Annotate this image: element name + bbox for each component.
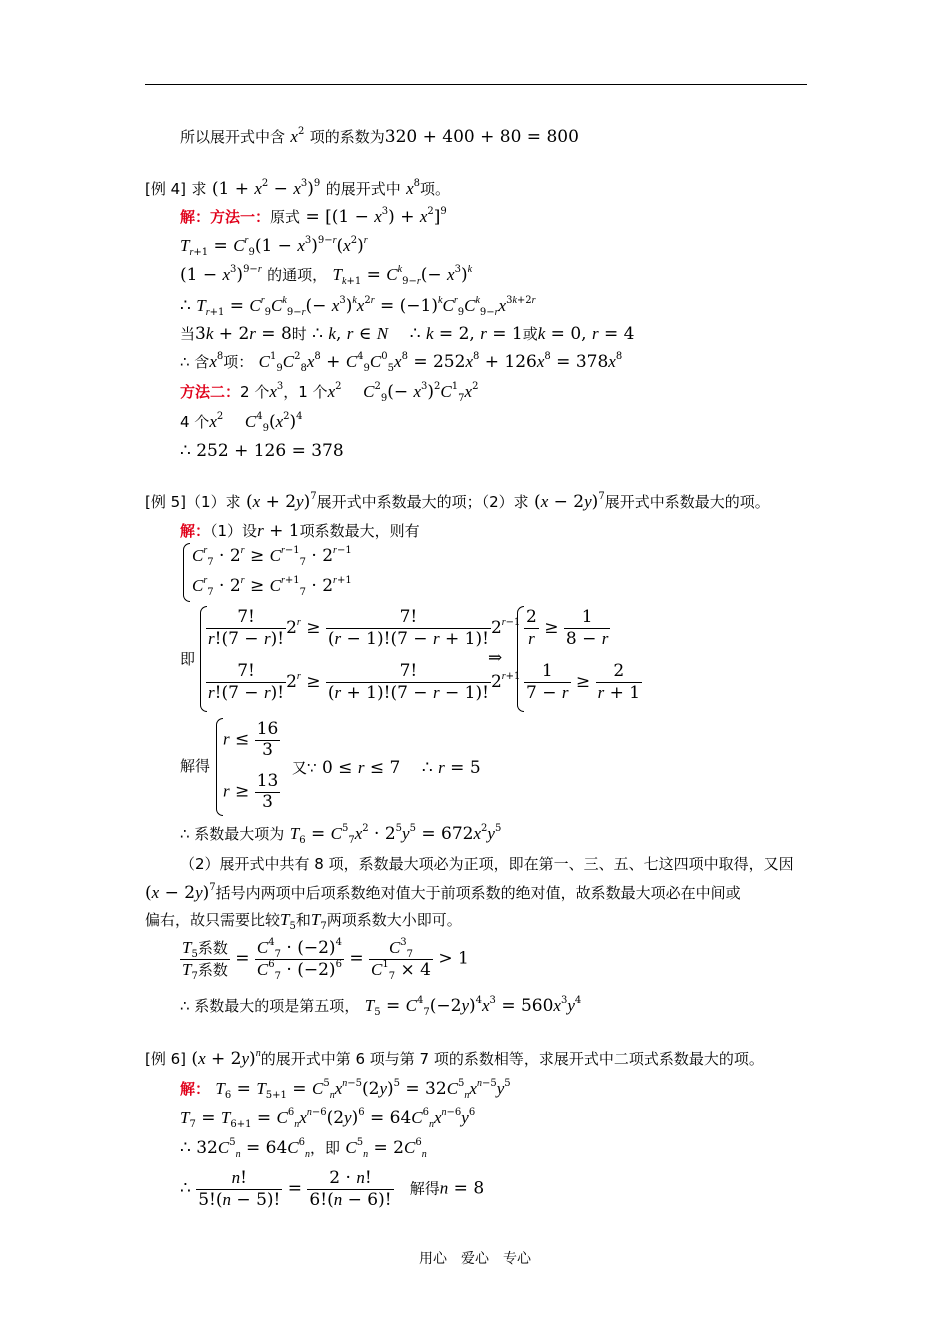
ex4-method1: 解：方法一：原式 = $[(1 - x^3) + x^2]^9$ [180,206,447,227]
solve-brace [216,718,223,816]
result-ineq-2: $\frac{1}{7 - r}$ ≥ $\frac{2}{r + 1}$ [526,661,641,703]
solve-ineq-2: r ≥ $\frac{13}{3}$ [223,771,279,812]
ex5-para2-a: （2）展开式中共有 8 项，系数最大项必为正项，即在第一、三、五、七这四项中取得，又因 [180,855,794,873]
header-rule [145,84,807,85]
ex5-max5: ∴ 系数最大的项是第五项， $T_5 = C^4_7(-2y)^4x^3 = 560x^3y^4$ [180,995,582,1018]
page-footer: 用心 爱心 专心 [419,1251,531,1267]
ex6-t7: $T_7 = T_{6+1} = C^6_nx^{n-6}(2y)^6 = 64C^6_nx^{n-6}y^6$ [180,1107,476,1130]
ex4-x8: ∴ 含$x^8$项： $C^1_9C^2_8x^8 + C^4_9C^0_5x^8 = 252x^8 + 126x^8 = 378x^8$ [180,351,623,374]
ie-ineq-1: $\frac{7!}{r!(7 - r)!}$ $2^r$ ≥ $\frac{7!}{(r - 1)!(7 - r + 1)!}$ $2^{r-1}$ [208,607,521,649]
range-line: 又∵ 0 ≤ r ≤ 7 ∴ r = 5 [292,758,481,778]
ex6-solve: ∴ $\frac{n!}{5!(n - 5)!}$ = $\frac{2 \cdot n!}{6!(n - 6)!}$ 解得n = 8 [180,1168,485,1210]
result-ineq-1: $\frac{2}{r}$ ≥ $\frac{1}{8 - r}$ [526,607,609,649]
solve-ineq-1: r ≤ $\frac{16}{3}$ [223,719,279,760]
ex4-four: 4 个$x^2$ $C^4_9(x^2)^4$ [180,411,303,434]
ie-ineq-2: $\frac{7!}{r!(7 - r)!}$ $2^r$ ≥ $\frac{7!}{(r + 1)!(7 - r - 1)!}$ $2^{r+1}$ [208,661,521,703]
ineq-1: $C^r_7 \cdot 2^r \ge C^{r-1}_7 \cdot 2^{r-1}$ [192,545,352,568]
solve-label: 解得 [180,757,211,775]
ex4-question: [例 4] 求 $(1 + x^2 - x^3)^9$ 的展开式中 $x^8$项。 [145,178,451,199]
ex5-question: [例 5]（1）求 $(x + 2y)^7$展开式中系数最大的项；（2）求 $(x - 2y)^7$展开式中系数最大的项。 [145,491,770,512]
ex6-eq: ∴ $32C^5_n = 64C^6_n$，即 $C^5_n = 2C^6_n$ [180,1137,427,1160]
result-brace [517,606,524,712]
implies-arrow: ⇒ [488,648,503,668]
ex6-t6: 解： $T_6 = T_{5+1} = C^5_nx^{n-5}(2y)^5 = 32C^5_nx^{n-5}y^5$ [180,1078,511,1101]
ex4-term: $T_{r+1} = C^r_9(1 - x^3)^{9-r}(x^2)^r$ [180,235,368,258]
ex5-max1: ∴ 系数最大项为 $T_6 = C^5_7x^2 \cdot 2^5y^5 = 672x^2y^5$ [180,823,502,846]
ex5-para2-b: $(x - 2y)^7$括号内两项中后项系数绝对值大于前项系数的绝对值，故系数最大项必在中间或 [145,882,741,903]
ex4-combined: ∴ $T_{r+1} = C^r_9C^k_{9-r}(- x^3)^kx^{2r} = (-1)^kC^r_9C^k_{9-r}x^{3k+2r}$ [180,295,536,318]
ex5-sol1: 解：（1）设r + 1项系数最大，则有 [180,521,420,541]
ex4-general: $(1 - x^3)^{9-r}$ 的通项， $T_{k+1} = C^k_{9-r}(- x^3)^k$ [180,264,473,287]
ex4-condition: 当3k + 2r = 8时 ∴ k, r ∈ N ∴ k = 2, r = 1或k = 0, r = 4 [180,324,635,344]
ex4-method2: 方法二：2 个$x^3$，1 个$x^2$ $C^2_9(- x^3)^2C^1_7x^2$ [180,381,479,404]
ex5-ratio: $T_5$系数 $T_7$系数 = $\frac{C^4_7 \cdot (-2)^4}{C^6_7 \cdot (-2)^6}$ = $\frac{C^3_7}{C^1_7 \times 4}$ > 1 [182,937,469,982]
system-brace [183,543,190,602]
ex5-para2-c: 偏右，故只需要比较$T_5$和$T_7$两项系数大小即可。 [145,910,462,932]
ex6-question: [例 6] $(x + 2y)^n$的展开式中第 6 项与第 7 项的系数相等，求展开式中二项式系数最大的项。 [145,1048,764,1069]
ie-label: 即 [180,650,196,668]
ineq-2: $C^r_7 \cdot 2^r \ge C^{r+1}_7 \cdot 2^{r+1}$ [192,575,352,598]
ex4-final: ∴ 252 + 126 = 378 [180,441,344,461]
intro-line: 所以展开式中含 $x^2$ 项的系数为320 + 400 + 80 = 800 [180,126,579,147]
